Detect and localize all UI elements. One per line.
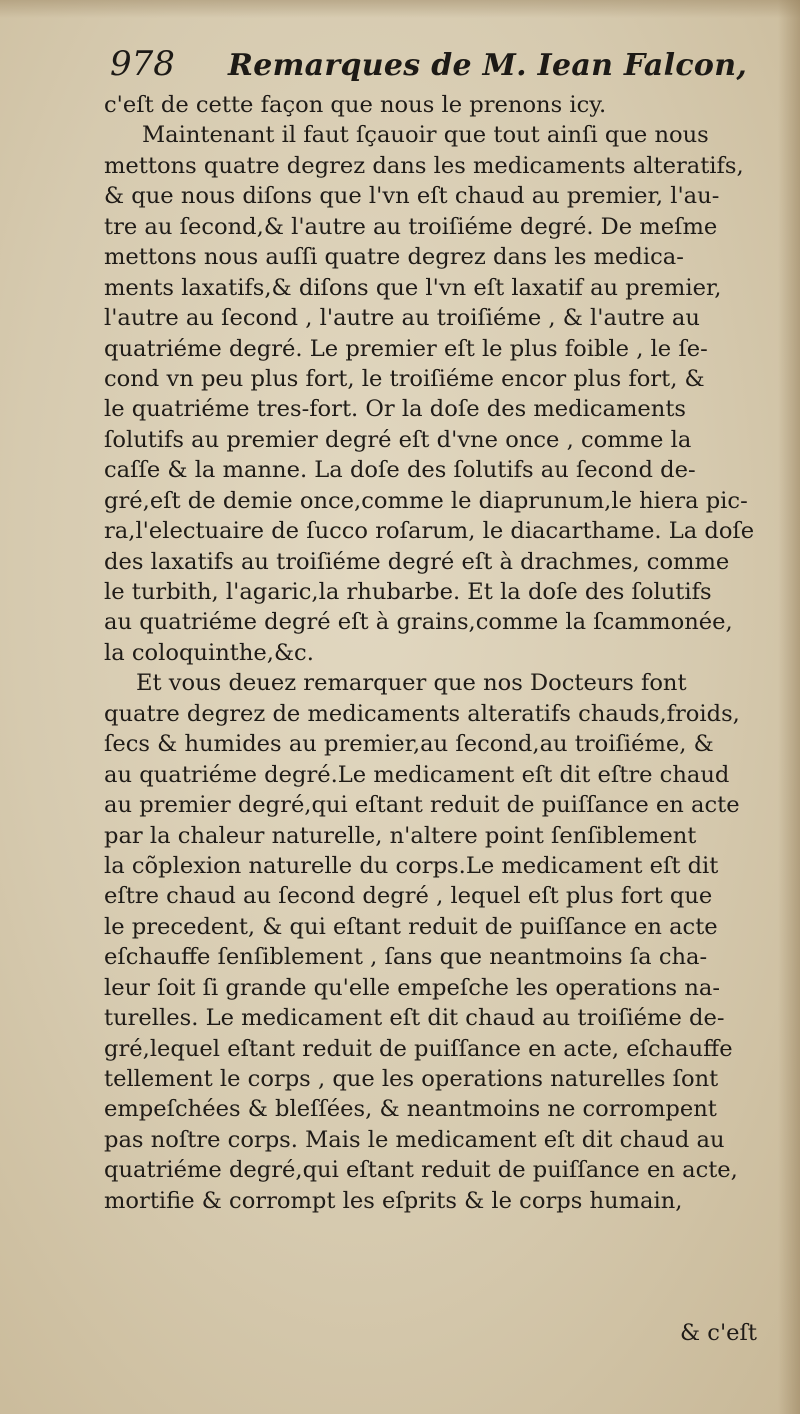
text-line: tre au ſecond,& l'autre au troiſiéme degré. De meſme [104, 213, 718, 240]
text-line: gré,lequel eſtant reduit de puiſſance en acte, eſchauffe [104, 1035, 733, 1062]
text-line: la cõplexion naturelle du corps.Le medicament eſt dit [104, 852, 719, 879]
page-number: 978 [110, 44, 175, 84]
text-line: pas noſtre corps. Mais le medicament eſt dit chaud au [104, 1126, 725, 1153]
text-line: au premier degré,qui eſtant reduit de puiſſance en acte [104, 792, 740, 819]
text-line: turelles. Le medicament eſt dit chaud au troiſiéme de- [104, 1005, 725, 1032]
text-line: gré,eſt de demie once,comme le diaprunum,le hiera pic- [104, 487, 748, 514]
page-header [110, 42, 748, 90]
text-line: eſtre chaud au ſecond degré , lequel eſt plus fort que [104, 883, 713, 910]
text-line: ſecs & humides au premier,au ſecond,au troiſiéme, & [104, 731, 714, 758]
text-line: quatriéme degré. Le premier eſt le plus foible , le ſe- [104, 335, 708, 362]
text-line: cond vn peu plus fort, le troiſiéme encor plus fort, & [104, 365, 705, 392]
text-line: ſolutifs au premier degré eſt d'vne once , comme la [104, 426, 692, 453]
text-line: le quatriéme tres-fort. Or la doſe des medicaments [104, 396, 687, 423]
text-line: mettons nous auſſi quatre degrez dans les medica- [104, 244, 684, 271]
text-line: quatre degrez de medicaments alteratifs chauds,froids, [104, 700, 740, 727]
text-line: ments laxatifs,& diſons que l'vn eſt laxatif au premier, [104, 274, 722, 301]
body-text [104, 90, 766, 1216]
text-line: ra,l'electuaire de ſucco roſarum, le diacarthame. La doſe [104, 518, 755, 545]
text-line: l'autre au ſecond , l'autre au troiſiéme , & l'autre au [104, 305, 700, 332]
page-top-shadow [0, 0, 800, 18]
text-line: quatriéme degré,qui eſtant reduit de puiſſance en acte, [104, 1157, 738, 1184]
text-line: des laxatifs au troiſiéme degré eſt à drachmes, comme [104, 548, 730, 575]
text-line: au quatriéme degré eſt à grains,comme la ſcammonée, [104, 609, 733, 636]
text-line: tellement le corps , que les operations naturelles ſont [104, 1066, 719, 1092]
text-line: Maintenant il faut ſçauoir que tout ainſi que nous [142, 122, 709, 149]
catchword: & c'eſt [680, 1320, 757, 1346]
text-line: au quatriéme degré.Le medicament eſt dit eſtre chaud [104, 761, 730, 788]
text-line: le precedent, & qui eſtant reduit de puiſſance en acte [104, 913, 718, 940]
page-gutter-shadow [778, 0, 800, 1414]
text-line: la coloquinthe,&c. [104, 639, 314, 666]
running-head: Remarques de M. Iean Falcon, [228, 48, 748, 83]
text-line: le turbith, l'agaric,la rhubarbe. Et la doſe des ſolutifs [104, 579, 712, 605]
text-line: Et vous deuez remarquer que nos Docteurs font [136, 670, 687, 697]
text-line: c'eſt de cette façon que nous le prenons icy. [104, 92, 607, 118]
text-line: mettons quatre degrez dans les medicaments alteratifs, [104, 152, 744, 179]
text-line: mortifie & corrompt les eſprits & le corps humain, [104, 1187, 683, 1214]
text-line: eſchauffe ſenſiblement , ſans que neantmoins ſa cha- [104, 944, 708, 971]
text-line: & que nous diſons que l'vn eſt chaud au premier, l'au- [104, 183, 720, 210]
text-line: empeſchées & bleſſées, & neantmoins ne corrompent [104, 1096, 717, 1123]
text-line: caſſe & la manne. La doſe des ſolutifs au ſecond de- [104, 457, 696, 484]
text-line: leur ſoit ſi grande qu'elle empeſche les operations na- [104, 974, 720, 1001]
text-line: par la chaleur naturelle, n'altere point ſenſiblement [104, 822, 697, 849]
